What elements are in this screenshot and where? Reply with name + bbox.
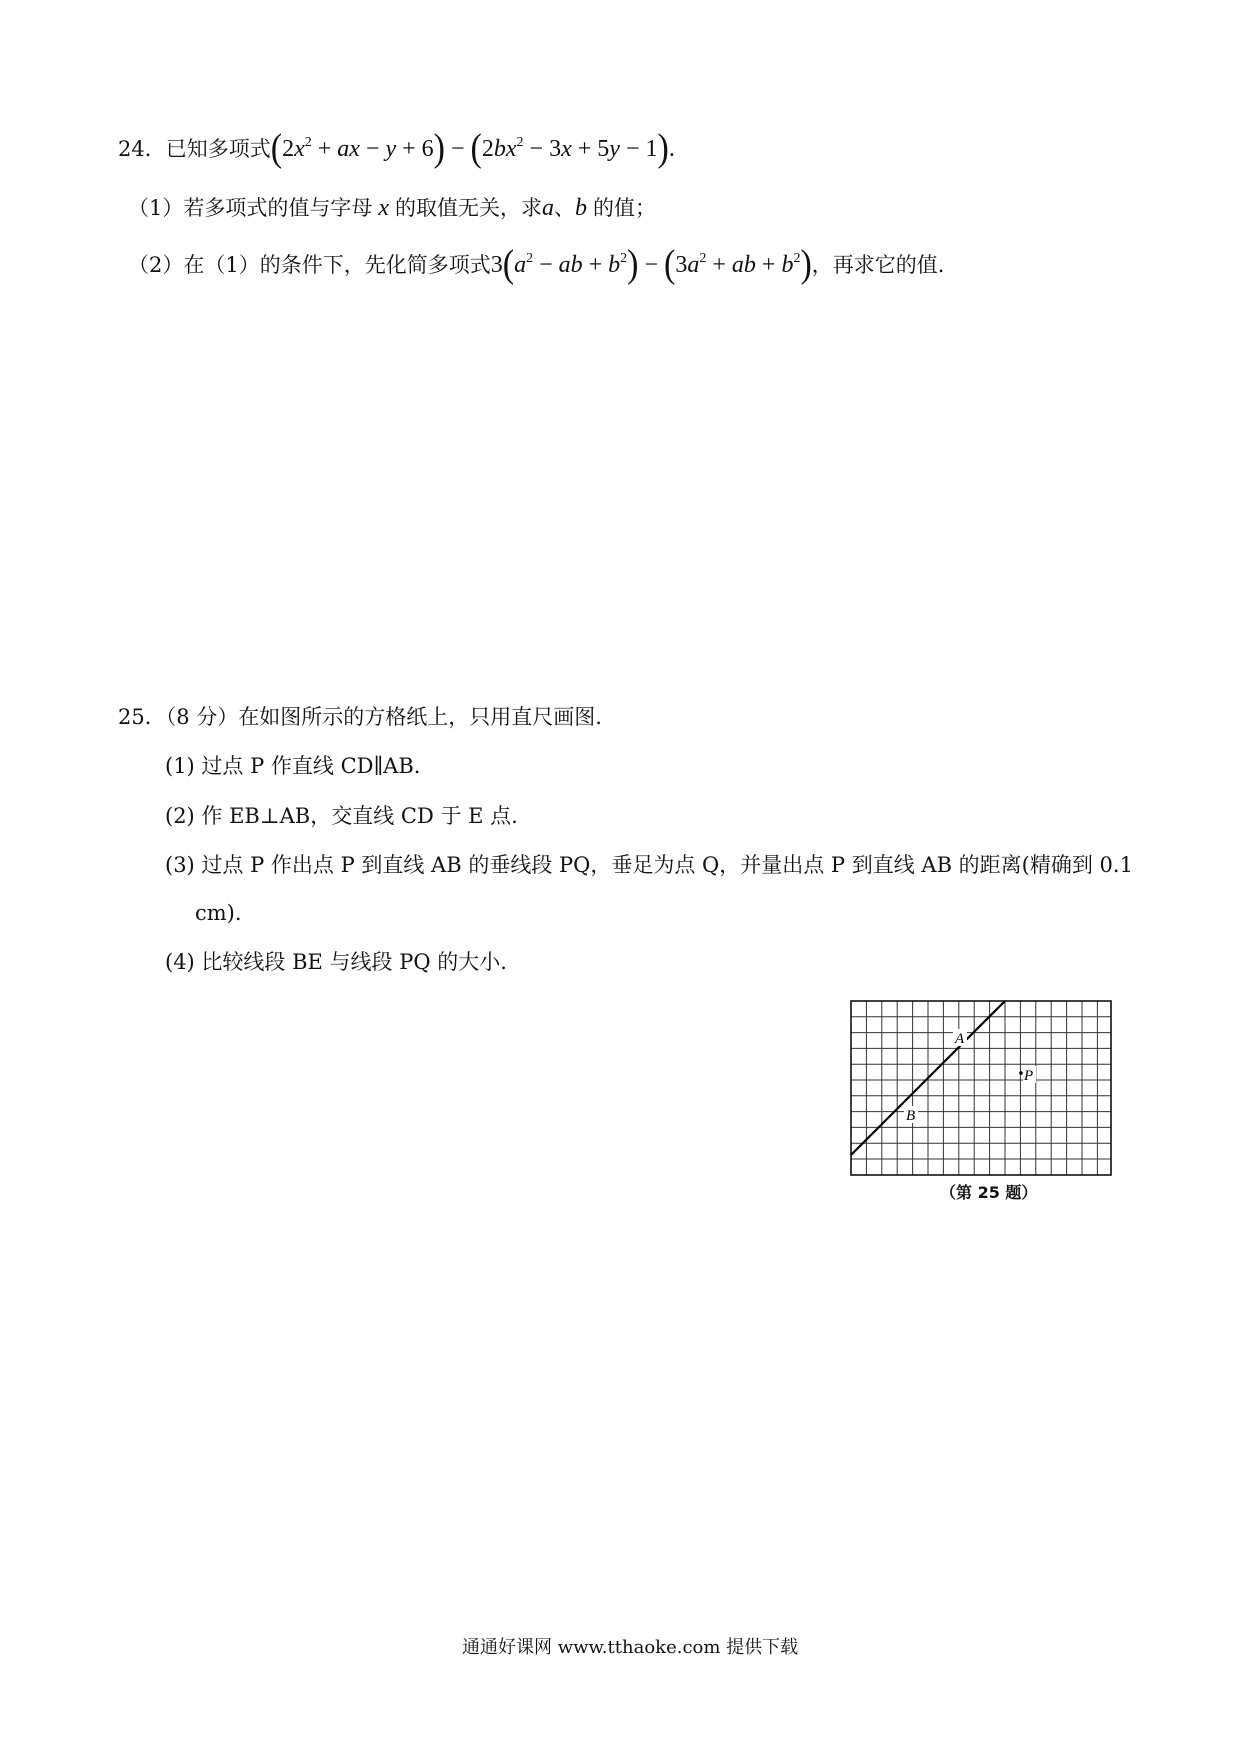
footer-text: 通通好课网 www.tthaoke.com 提供下载	[462, 1637, 799, 1658]
label-p: P	[1024, 1068, 1034, 1084]
q24-stem-text: 24．已知多项式	[118, 137, 271, 161]
q24-part1: （1）若多项式的值与字母 x 的取值无关，求a、b 的值；	[128, 195, 657, 221]
label-a: A	[955, 1031, 965, 1047]
q24-stem	[118, 127, 675, 170]
q25-item-3: (3) 过点 P 作出点 P 到直线 AB 的垂线段 PQ，垂足为点 Q，并量出点 P 到直线 AB 的距离(精确到 0.1	[165, 853, 1133, 877]
grid-lines	[851, 1001, 1111, 1175]
q25-item-2: (2) 作 EB⊥AB，交直线 CD 于 E 点.	[165, 804, 518, 828]
label-b: B	[906, 1108, 916, 1124]
q25-item-3-cont: cm).	[195, 901, 242, 925]
point-p-dot	[1019, 1071, 1023, 1075]
figure-caption: （第 25 题）	[940, 1183, 1038, 1202]
q25-stem: 25．（8 分）在如图所示的方格纸上，只用直尺画图.	[118, 705, 602, 729]
q24-polynomial: ($2x^2$ + ax − $y + 6) - (2bx^2 - 3x + 5y - 1)$.	[270, 127, 675, 170]
grid-diagram	[850, 1000, 1112, 1176]
q25-item-1: (1) 过点 P 作直线 CD∥AB.	[165, 754, 421, 778]
q24-expression: $3(a^2$ − ab + $b^2) - (3a^2$ + ab + $b^2$)	[490, 243, 812, 286]
q24-part2: （2）在（1）的条件下，先化简多项式$3(a^2$ − ab + $b^2) - (3a^2$ + ab + $b^2$)，再求它的值.	[128, 243, 945, 286]
grid-figure	[850, 1000, 1112, 1176]
q25-item-4: (4) 比较线段 BE 与线段 PQ 的大小.	[165, 950, 507, 974]
grid-border	[851, 1001, 1111, 1175]
